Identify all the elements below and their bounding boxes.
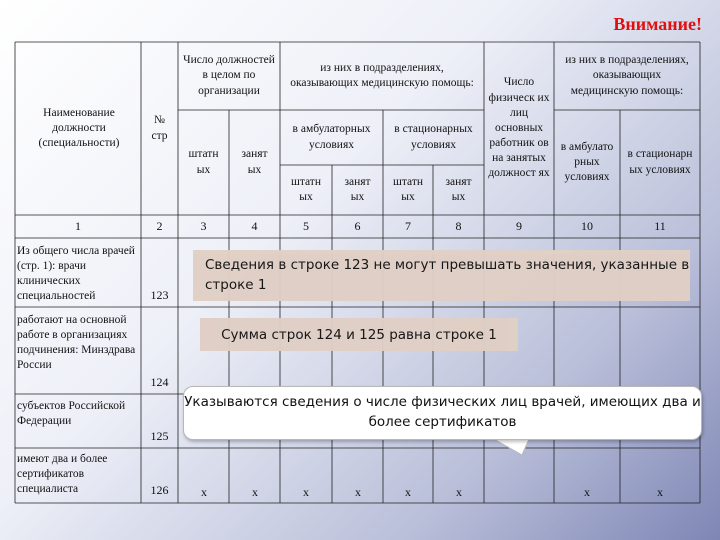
x-mark: x — [303, 485, 309, 499]
note-row-123: Сведения в строке 123 не могут превышать значения, указанные в строке 1 — [193, 250, 690, 301]
x-mark: x — [405, 485, 411, 499]
col-number: 3 — [200, 218, 207, 233]
row-label-124: работают на основной работе в организациях подчинения: Минздрава России — [17, 314, 136, 371]
header-ambulatory-short: в амбулато рных условиях — [560, 140, 614, 184]
attention-title: Внимание! — [613, 14, 702, 34]
col-number: 9 — [516, 218, 522, 233]
header-staff-amb: штатн ых — [290, 175, 321, 203]
header-positions-total: Число должностей в целом по организации — [183, 54, 275, 97]
header-of-which-persons: из них в подразделениях, оказывающих медицинскую помощь: — [565, 54, 689, 97]
x-mark: x — [201, 485, 207, 499]
col-number: 10 — [581, 218, 593, 233]
header-persons: Число физическ их лиц основных работник ов на занятых должност ях — [488, 76, 550, 180]
x-mark: x — [456, 485, 462, 499]
col-number: 11 — [654, 218, 666, 233]
col-number: 7 — [405, 218, 411, 233]
header-staff-inp: штатн ых — [393, 175, 424, 203]
col-number: 5 — [303, 218, 309, 233]
col-number: 1 — [75, 218, 81, 233]
x-mark: x — [355, 485, 361, 499]
header-inpatient-short: в стационарн ых условиях — [627, 148, 693, 176]
row-label-125: субъектов Российской Федерации — [17, 400, 126, 427]
note-row-126-callout: Указываются сведения о числе физических лиц врачей, имеющих два и более сертификатов — [183, 386, 702, 440]
header-row-no: № стр — [151, 114, 168, 142]
row-number-123: 123 — [150, 288, 169, 303]
col-number: 6 — [354, 218, 361, 233]
col-number: 8 — [455, 218, 462, 233]
header-occupied-amb: занят ых — [344, 175, 371, 203]
x-mark: x — [252, 485, 258, 499]
header-ambulatory: в амбулаторных условиях — [292, 123, 371, 151]
row-label-123: Из общего числа врачей (стр. 1): врачи клинических специальностей — [17, 245, 135, 302]
x-mark: x — [584, 485, 590, 499]
note-row-124-125: Сумма строк 124 и 125 равна строке 1 — [200, 318, 518, 351]
header-of-which-medical: из них в подразделениях, оказывающих медицинскую помощь: — [290, 61, 474, 89]
row-number-125: 125 — [150, 429, 169, 444]
col-number: 2 — [156, 218, 163, 233]
header-occupied-total: занят ых — [241, 148, 268, 176]
row-number-126: 126 — [150, 483, 169, 498]
header-name: Наименование должности (специальности) — [38, 106, 120, 150]
header-occupied-inp: занят ых — [445, 175, 472, 203]
header-staff-total: штатн ых — [188, 148, 219, 176]
x-mark: x — [657, 485, 663, 499]
row-label-126: имеют два и более сертификатов специалиста — [17, 453, 108, 495]
header-inpatient: в стационарных условиях — [394, 123, 473, 151]
col-number: 4 — [251, 218, 258, 233]
row-number-124: 124 — [150, 375, 169, 390]
